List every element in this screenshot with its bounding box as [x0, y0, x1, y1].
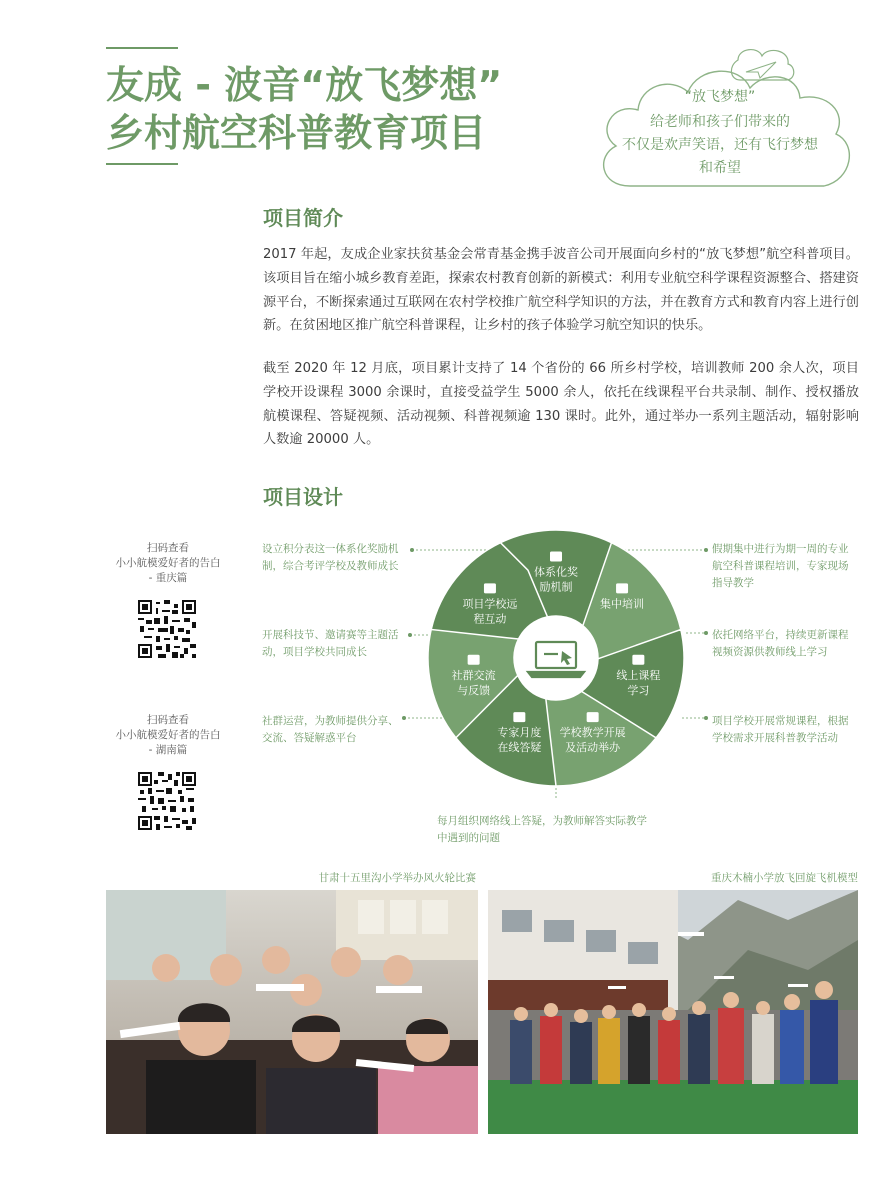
qr-code-chongqing[interactable] — [138, 600, 196, 658]
wheel-segment-label: 集中培训 — [600, 597, 645, 611]
right-photo — [488, 890, 858, 1134]
note-right-teaching: 项目学校开展常规课程，根据学校需求开展科普教学活动 — [712, 715, 849, 744]
note-bottom-qa: 每月组织网络线上答疑，为教师解答实际教学中遇到的问题 — [437, 815, 647, 844]
project-design-wheel — [400, 520, 710, 800]
note-right-online: 依托网络平台，持续更新课程视频资源供教师线上学习 — [712, 629, 849, 658]
wheel-segment-label: 学校教学开展 — [559, 726, 626, 740]
cloud-line3: 不仅是欢声笑语，还有飞行梦想 — [622, 137, 818, 153]
wheel-segment-label: 线上课程 — [616, 668, 661, 682]
page-title-line2: 乡村航空科普教育项目 — [106, 111, 487, 155]
segment-icon — [587, 712, 599, 722]
intro-heading: 项目简介 — [263, 206, 343, 230]
design-heading: 项目设计 — [263, 485, 343, 509]
note-right-training: 假期集中进行为期一周的专业航空科普课程培训，专家现场指导教学 — [712, 543, 849, 589]
segment-icon — [468, 655, 480, 665]
wheel-segment-label: 与反馈 — [457, 683, 491, 697]
wheel-segment-label: 体系化奖 — [534, 565, 578, 579]
intro-paragraph-2: 截至 2020 年 12 月底，项目累计支持了 14 个省份的 66 所乡村学校，培训教师 200 余人次，项目学校开设课程 3000 余课时，直接受益学生 5000 余人，依托在线课程平台共录制、制作、授权播放航模课程、答疑视频、活动视频、科普视频逾 130 课时。此外，通过举办一系列主题活动，辐射影响人数逾 20000 人。 — [263, 361, 859, 448]
segment-icon — [484, 583, 496, 593]
title-bottom-rule — [106, 163, 178, 165]
cloud-line1: “放飞梦想” — [684, 89, 756, 105]
note-left-reward: 设立积分表这一体系化奖励机制，综合考评学校及教师成长 — [262, 543, 399, 572]
segment-icon — [616, 583, 628, 593]
qr-caption-chongqing: 扫码查看 小小航模爱好者的告白 - 重庆篇 — [115, 542, 221, 584]
note-left-community: 社群运营，为教师提供分享、交流、答疑解惑平台 — [262, 715, 399, 744]
wheel-segment-label: 励机制 — [539, 580, 573, 594]
wheel-segment-label: 专家月度 — [497, 726, 542, 740]
paper-plane-icon — [746, 62, 776, 78]
qr-code-hunan[interactable] — [138, 772, 196, 830]
segment-icon — [632, 655, 644, 665]
wheel-segment-label: 学习 — [627, 683, 650, 697]
segment-icon — [513, 712, 525, 722]
intro-paragraph-1: 2017 年起，友成企业家扶贫基金会常青基金携手波音公司开展面向乡村的“放飞梦想”航空科普项目。该项目旨在缩小城乡教育差距，探索农村教育创新的新模式：利用专业航空科学课程资源整合、搭建资源平台，不断探索通过互联网在农村学校推广航空科学知识的方法，并在教育方式和教育内容上进行创新。在贫困地区推广航空科普课程，让乡村的孩子体验学习航空知识的快乐。 — [263, 247, 859, 334]
wheel-segment-label: 社群交流 — [451, 668, 496, 682]
left-photo — [106, 890, 478, 1134]
qr-caption-hunan: 扫码查看 小小航模爱好者的告白 - 湖南篇 — [115, 714, 221, 756]
wheel-segment-label: 在线答疑 — [497, 741, 542, 755]
left-photo-caption: 甘肃十五里沟小学举办风火轮比赛 — [318, 872, 476, 884]
segment-icon — [550, 552, 562, 562]
note-left-activities: 开展科技节、邀请赛等主题活动，项目学校共同成长 — [262, 629, 399, 658]
wheel-segment-label: 项目学校远 — [462, 597, 518, 611]
cloud-line4: 和希望 — [699, 160, 741, 176]
cloud-line2: 给老师和孩子们带来的 — [650, 114, 790, 130]
title-top-rule — [106, 47, 178, 49]
wheel-segment-label: 及活动举办 — [565, 741, 621, 755]
right-photo-caption: 重庆木楠小学放飞回旋飞机模型 — [711, 872, 858, 884]
page-title-line1: 友成 - 波音“放飞梦想” — [106, 63, 503, 107]
wheel-segment-label: 程互动 — [473, 612, 507, 626]
